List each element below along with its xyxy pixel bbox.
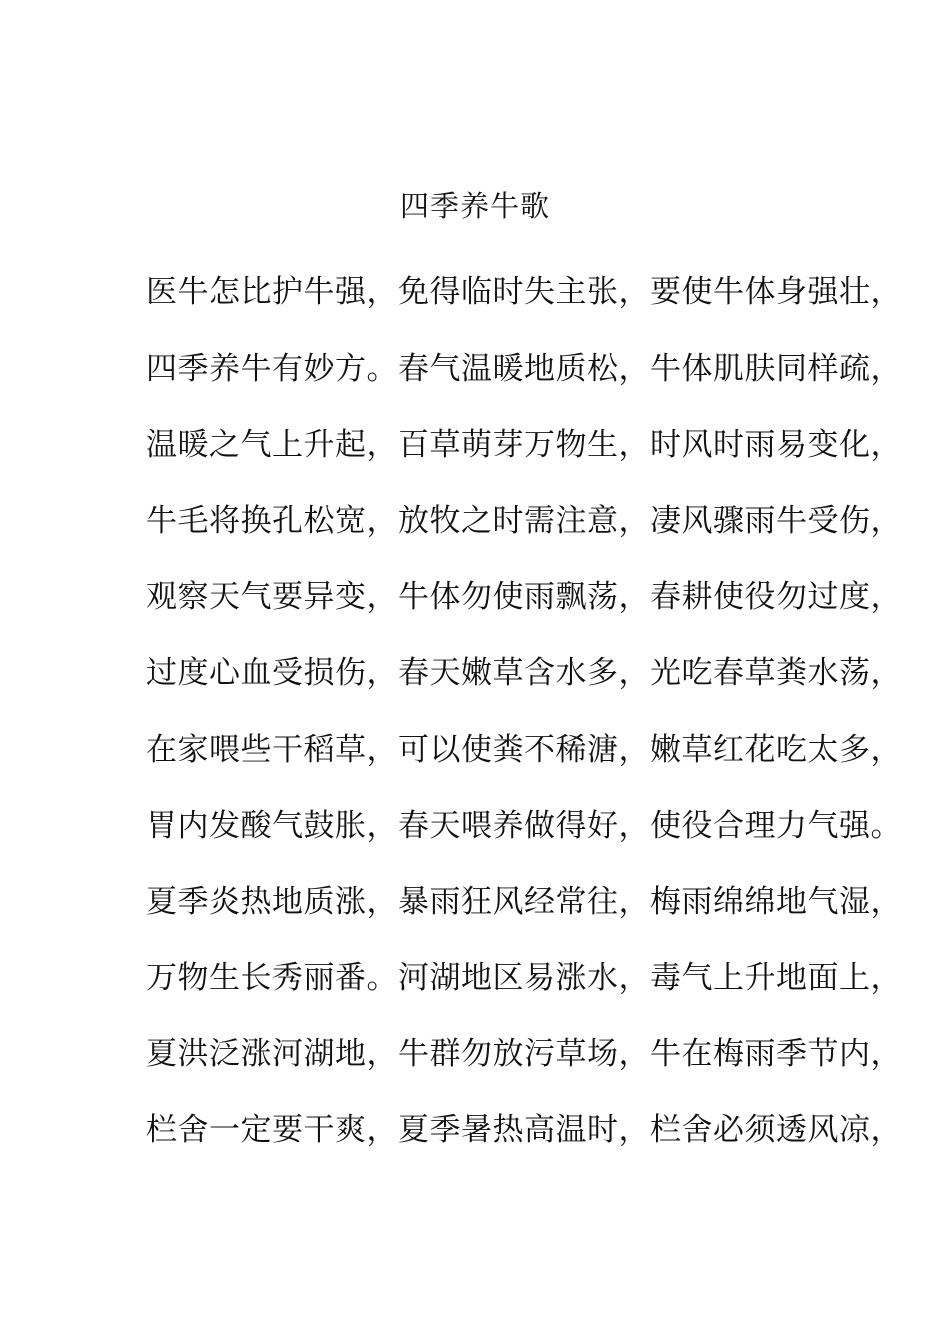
text-line: 栏舍一定要干爽，夏季暑热高温时，栏舍必须透风凉， xyxy=(146,1112,902,1148)
text-line: 在家喂些干稻草，可以使粪不稀溏，嫩草红花吃太多， xyxy=(146,732,902,768)
text-line: 过度心血受损伤，春天嫩草含水多，光吃春草粪水荡， xyxy=(146,655,902,691)
text-line: 医牛怎比护牛强，免得临时失主张，要使牛体身强壮， xyxy=(146,274,902,310)
text-line: 观察天气要异变，牛体勿使雨飘荡，春耕使役勿过度， xyxy=(146,579,902,615)
text-line: 温暖之气上升起，百草萌芽万物生，时风时雨易变化， xyxy=(146,427,902,463)
text-line: 万物生长秀丽番。河湖地区易涨水，毒气上升地面上， xyxy=(146,960,902,996)
document-title: 四季养牛歌 xyxy=(399,189,550,223)
text-line: 牛毛将换孔松宽，放牧之时需注意，凄风骤雨牛受伤， xyxy=(146,503,902,539)
text-line: 夏季炎热地质涨，暴雨狂风经常往，梅雨绵绵地气湿， xyxy=(146,884,902,920)
text-line: 胃内发酸气鼓胀，春天喂养做得好，使役合理力气强。 xyxy=(146,808,902,844)
text-line: 夏洪泛涨河湖地，牛群勿放污草场，牛在梅雨季节内， xyxy=(146,1036,902,1072)
text-line: 四季养牛有妙方。春气温暖地质松，牛体肌肤同样疏， xyxy=(146,351,902,387)
